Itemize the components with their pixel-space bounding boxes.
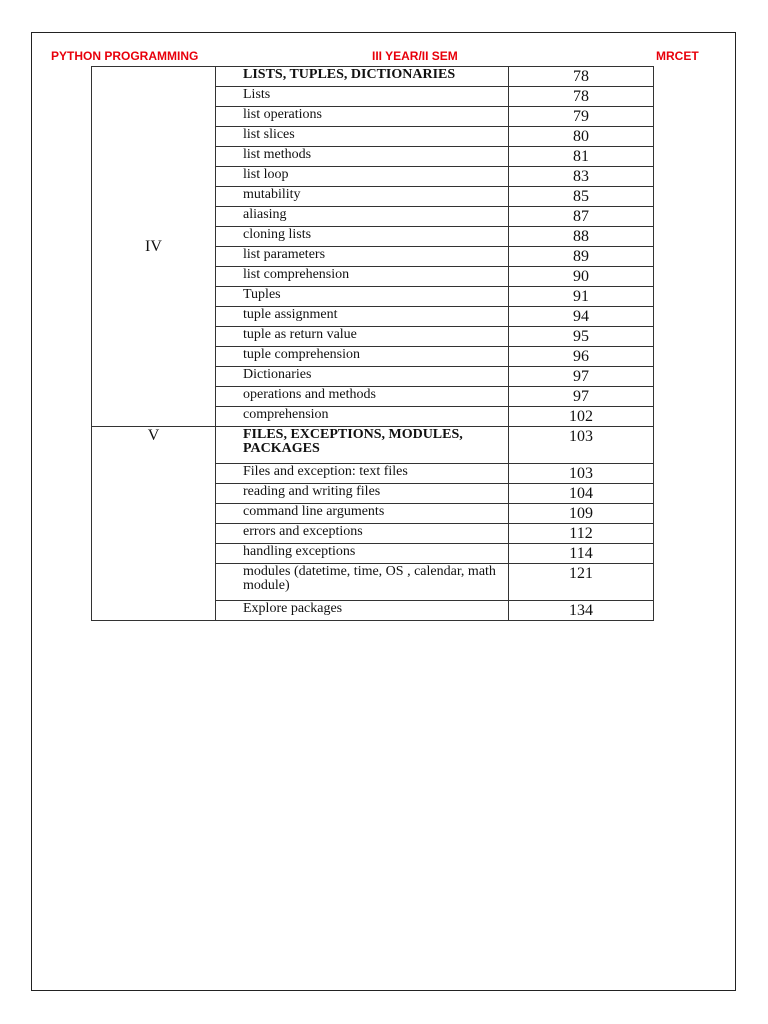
page-number: 109 <box>509 504 654 524</box>
unit-number: IV <box>92 67 216 427</box>
topic-name: list methods <box>216 147 509 167</box>
page-number: 90 <box>509 267 654 287</box>
page-number: 88 <box>509 227 654 247</box>
page-number: 78 <box>509 87 654 107</box>
header-institution: MRCET <box>656 49 699 63</box>
page-number: 87 <box>509 207 654 227</box>
table-row <box>92 427 654 464</box>
topic-name: mutability <box>216 187 509 207</box>
unit-heading: FILES, EXCEPTIONS, MODULES, PACKAGES <box>216 427 509 464</box>
topic-name: command line arguments <box>216 504 509 524</box>
table-row <box>92 67 654 87</box>
topic-name: Tuples <box>216 287 509 307</box>
topic-name: handling exceptions <box>216 544 509 564</box>
page-number: 80 <box>509 127 654 147</box>
page-number: 121 <box>509 564 654 601</box>
page-number: 94 <box>509 307 654 327</box>
page-number: 85 <box>509 187 654 207</box>
topic-name: errors and exceptions <box>216 524 509 544</box>
topic-name: list parameters <box>216 247 509 267</box>
header-year-semester: III YEAR/II SEM <box>372 49 458 63</box>
page-number: 97 <box>509 387 654 407</box>
topic-name: reading and writing files <box>216 484 509 504</box>
page-number: 104 <box>509 484 654 504</box>
topic-name: Lists <box>216 87 509 107</box>
page-number: 114 <box>509 544 654 564</box>
topic-name: Explore packages <box>216 601 509 621</box>
topic-name: tuple as return value <box>216 327 509 347</box>
unit-heading: LISTS, TUPLES, DICTIONARIES <box>216 67 509 87</box>
contents-table-body <box>92 67 654 621</box>
topic-name: comprehension <box>216 407 509 427</box>
page-number: 79 <box>509 107 654 127</box>
topic-name: operations and methods <box>216 387 509 407</box>
page-number: 83 <box>509 167 654 187</box>
page-number: 97 <box>509 367 654 387</box>
topic-name: Files and exception: text files <box>216 464 509 484</box>
page-number: 95 <box>509 327 654 347</box>
topic-name: list slices <box>216 127 509 147</box>
contents-table <box>91 66 654 621</box>
unit-number: V <box>92 427 216 621</box>
page-number: 89 <box>509 247 654 267</box>
topic-name: cloning lists <box>216 227 509 247</box>
page-number: 78 <box>509 67 654 87</box>
page-number: 81 <box>509 147 654 167</box>
topic-name: list comprehension <box>216 267 509 287</box>
topic-name: list loop <box>216 167 509 187</box>
page-number: 112 <box>509 524 654 544</box>
page-number: 91 <box>509 287 654 307</box>
topic-name: tuple assignment <box>216 307 509 327</box>
topic-name: Dictionaries <box>216 367 509 387</box>
topic-name: modules (datetime, time, OS , calendar, math module) <box>216 564 509 601</box>
topic-name: tuple comprehension <box>216 347 509 367</box>
header-course-title: PYTHON PROGRAMMING <box>51 49 199 63</box>
page-number: 102 <box>509 407 654 427</box>
topic-name: aliasing <box>216 207 509 227</box>
page-number: 134 <box>509 601 654 621</box>
page-number: 103 <box>509 427 654 464</box>
page-number: 96 <box>509 347 654 367</box>
topic-name: list operations <box>216 107 509 127</box>
page-number: 103 <box>509 464 654 484</box>
